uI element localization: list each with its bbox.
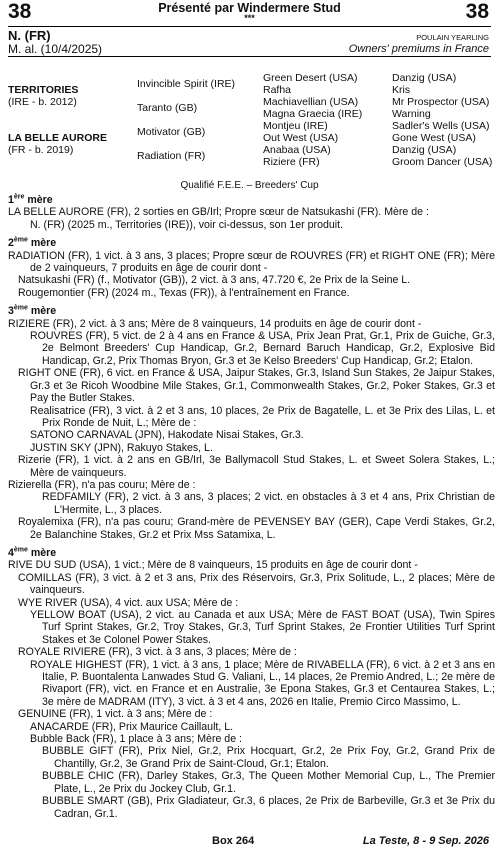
third-dam-heading: 3ème mère — [8, 304, 57, 318]
presenter-stars: *** — [244, 13, 255, 23]
pedigree-gen3: Rafha — [263, 84, 292, 96]
paragraph: WYE RIVER (USA), 4 vict. aux USA; Mère de : — [18, 596, 239, 609]
pedigree-gen3: Magna Graecia (IRE) — [263, 108, 363, 120]
paragraph: Bubble Back (FR), 1 place à 3 ans; Mère de : — [30, 733, 242, 746]
paragraph: Rizierella (FR), n'a pas couru; Mère de : — [8, 478, 196, 491]
paragraph: REDFAMILY (FR), 2 vict. à 3 ans, 3 places; 2 vict. en obstacles à 3 et 4 ans, Prix Christian de L'Hermite, L., 3 places. — [42, 491, 495, 516]
paragraph: COMILLAS (FR), 3 vict. à 2 et 3 ans, Prix des Réservoirs, Gr.3, Prix Solitude, L., 2 places; Mère de vainqueurs. — [18, 571, 495, 597]
paragraph: ROYALE HIGHEST (FR), 1 vict. à 3 ans, 1 place; Mère de RIVABELLA (FR), 6 vict. à 2 et 3 ans en Italie, P. Buontalenta Lanwades Stud G. Valiani, L., 14 places, 2e Premio Andred, L.; 2e mère de Rivaport (FR), vict. en France et en Australie, 3e Epona Stakes, Gr.3 et Centaurea Stakes, L.; 3e mère de MADRAM (ITY), 3 vict. à 3 et 4 ans, 2026 en Italie, Premio Circo Massimo, L. — [30, 658, 495, 708]
paragraph: GENUINE (FR), 1 vict. à 3 ans; Mère de : — [18, 708, 213, 721]
paragraph: RIGHT ONE (FR), 6 vict. en France & USA, Jaipur Stakes, Gr.3, Island Sun Stakes, 2e Jaipur Stakes, Gr.3 et 3e Ricoh Woodbine Mile Stakes, Gr.1, Commonwealth Stakes, Gr.2, Poker Stakes, Gr.3 et Pay the Butler Stakes. — [18, 367, 495, 405]
sale-venue-date: La Teste, 8 - 9 Sep. 2026 — [362, 835, 489, 847]
dam-info: (FR - b. 2019) — [8, 144, 74, 156]
family-text — [8, 194, 495, 820]
paragraph: JUSTIN SKY (JPN), Rakuyo Stakes, L. — [30, 441, 213, 454]
paragraph: Rougemontier (FR) (2024 m., Texas (FR)), à l'entraînement en France. — [18, 286, 350, 299]
pedigree-gen3: Green Desert (USA) — [263, 72, 358, 84]
paragraph: ROUVRES (FR), 5 vict. de 2 à 4 ans en France & USA, Prix Jean Prat, Gr.1, Prix de Guiche, Gr.3, 2e Belmont Breeders' Cup Handicap, Gr.2, Bernard Baruch Handicap, Gr.2, Explosive Bid Handicap, Gr.2, Prix Thomas Bryon, Gr.3 et 3e Kelso Breeders' Cup Handicap, Gr.2; Etalon. — [30, 330, 495, 367]
pedigree-gen4: Groom Dancer (USA) — [392, 156, 493, 168]
pedigree-gen3: Montjeu (IRE) — [263, 120, 328, 132]
box-number: Box 264 — [212, 835, 255, 847]
fourth-dam-heading: 4ème mère — [8, 546, 57, 559]
first-dam-heading: 1ère mère — [8, 193, 53, 206]
paragraph: RIZIERE (FR), 2 vict. à 3 ans; Mère de 8 vainqueurs, 14 produits en âge de courir dont - — [8, 317, 422, 330]
paragraph: SATONO CARNAVAL (JPN), Hakodate Nisai Stakes, Gr.3. — [30, 429, 304, 442]
pedigree-gen2: Radiation (FR) — [137, 150, 206, 162]
pedigree-gen4: Mr Prospector (USA) — [392, 96, 490, 108]
pedigree-gen3: Riziere (FR) — [263, 156, 320, 168]
name-rule — [8, 56, 491, 57]
lot-number-right: 38 — [465, 0, 489, 23]
paragraph: Natsukashi (FR) (f., Motivator (GB)), 2 vict. à 3 ans, 47.720 €, 2e Prix de la Seine L. — [18, 274, 411, 287]
paragraph: Realisatrice (FR), 3 vict. à 2 et 3 ans, 10 places, 2e Prix de Bagatelle, L. et 3e Prix des Lilas, L. et Prix Ronde de Nuit, L.; Mère de : — [30, 404, 495, 429]
paragraph: Rizerie (FR), 1 vict. à 2 ans en GB/Irl, 3e Ballymacoll Stud Stakes, L. et Sweet Solera Stakes, L.; Mère de vainqueurs. — [18, 454, 495, 479]
horse-category: POULAIN YEARLING — [416, 33, 489, 42]
paragraph: RADIATION (FR), 1 vict. à 3 ans, 3 places; Propre sœur de ROUVRES (FR) et RIGHT ONE (FR); Mère de 2 vainqueurs, 7 produits en âge de courir dont - — [8, 249, 495, 275]
pedigree-gen2: Invincible Spirit (IRE) — [137, 78, 236, 90]
pedigree-gen4: Gone West (USA) — [392, 132, 476, 144]
header-rule — [8, 26, 491, 27]
lot-number-left: 38 — [8, 0, 32, 23]
horse-sex-dob: M. al. (10/4/2025) — [8, 42, 103, 56]
sire-info: (IRE - b. 2012) — [8, 96, 77, 108]
qualification: Qualifié F.E.E. – Breeders' Cup — [180, 180, 319, 191]
pedigree-gen2: Taranto (GB) — [137, 102, 198, 114]
pedigree-gen4: Warning — [392, 108, 431, 120]
pedigree-gen3: Out West (USA) — [263, 132, 339, 144]
sire-name: TERRITORIES — [8, 84, 79, 96]
pedigree-gen3: Machiavellian (USA) — [263, 96, 359, 108]
pedigree-gen4: Danzig (USA) — [392, 144, 457, 156]
paragraph: ROYALE RIVIERE (FR), 3 vict. à 3 ans, 3 places; Mère de : — [18, 646, 297, 659]
dam-name: LA BELLE AURORE — [8, 132, 107, 144]
pedigree-gen4: Sadler's Wells (USA) — [392, 120, 490, 132]
paragraph: BUBBLE GIFT (FR), Prix Niel, Gr.2, Prix Hocquart, Gr.2, 2e Prix Foy, Gr.2, Grand Prix de Chantilly, Gr.2, 3e Grand Prix de Saint-Cloud, Gr.1; Etalon. — [42, 745, 495, 770]
paragraph: BUBBLE CHIC (FR), Darley Stakes, Gr.3, The Queen Mother Memorial Cup, L., The Premier Plate, L., 2e Prix du Jockey Club, Gr.1. — [42, 770, 495, 795]
pedigree-gen3: Anabaa (USA) — [263, 144, 331, 156]
presenter: Présenté par Windermere Stud — [158, 1, 341, 15]
pedigree-gen4: Kris — [392, 84, 411, 96]
owners-premium-note: Owners' premiums in France — [348, 43, 489, 55]
paragraph: Royalemixa (FR), n'a pas couru; Grand-mère de PEVENSEY BAY (GER), Cape Verdi Stakes, Gr.2, 2e Balanchine Stakes, Gr.2 et Prix Mss Satamixa, L. — [18, 516, 495, 541]
paragraph: ANACARDE (FR), Prix Maurice Caillault, L. — [30, 720, 234, 733]
paragraph: YELLOW BOAT (USA), 2 vict. au Canada et aux USA; Mère de FAST BOAT (USA), Twin Spires Turf Sprint Stakes, Gr.2, Troy Stakes, Gr.3, Turf Sprint Stakes, 2e Frontier Utilities Turf Sprint Stakes et 3e Colonel Power Stakes. — [30, 609, 495, 646]
paragraph: RIVE DU SUD (USA), 1 vict.; Mère de 8 vainqueurs, 15 produits en âge de courir dont - — [8, 559, 418, 572]
paragraph: BUBBLE SMART (GB), Prix Gladiateur, Gr.3, 6 places, 2e Prix de Barbeville, Gr.3 et 3e Prix du Cadran, Gr.1. — [42, 795, 495, 820]
pedigree-gen4: Danzig (USA) — [392, 72, 457, 84]
paragraph: LA BELLE AURORE (FR), 2 sorties en GB/Irl; Propre sœur de Natsukashi (FR). Mère de : — [8, 206, 429, 219]
paragraph: N. (FR) (2025 m., Territories (IRE)), voir ci-dessus, son 1er produit. — [30, 218, 343, 231]
second-dam-heading: 2ème mère — [8, 236, 57, 250]
pedigree-gen2: Motivator (GB) — [137, 126, 206, 138]
horse-name: N. (FR) — [8, 28, 51, 43]
